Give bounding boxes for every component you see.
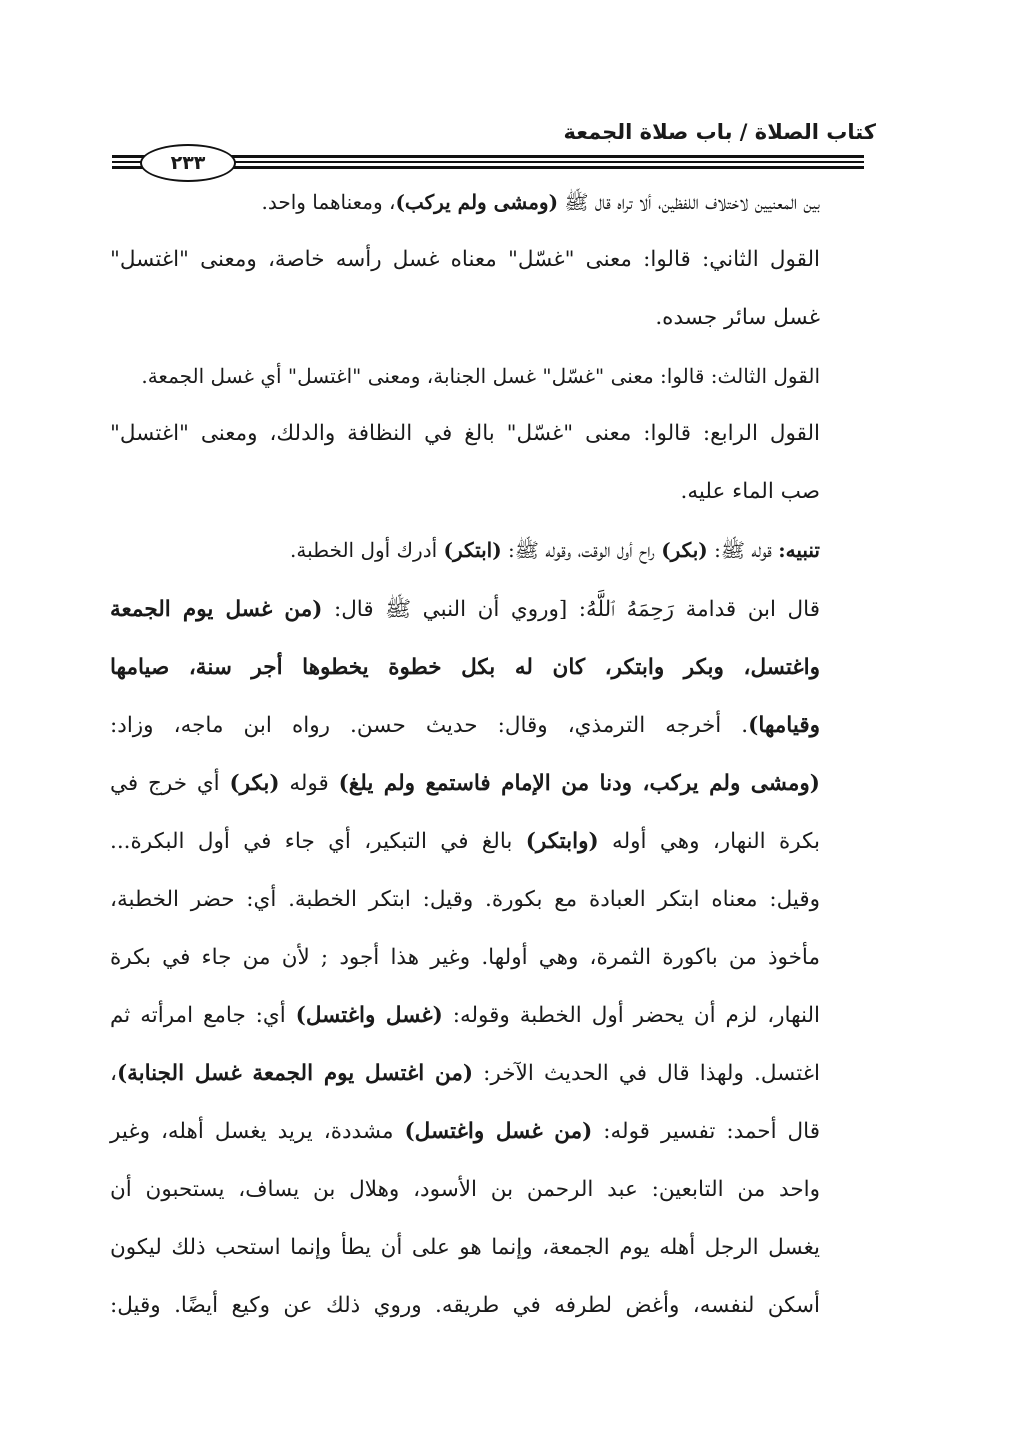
text-run: أي: جامع امرأته ثم [110, 1003, 296, 1028]
text-line [110, 298, 820, 338]
text-line [110, 590, 820, 630]
text-run: غسل سائر جسده. [655, 305, 820, 330]
text-run: ، [110, 1061, 117, 1086]
text-run: بين المعنيين لاختلاف اللفظين، ألا تراه قال ﷺ [558, 190, 820, 214]
text-run: أدرك أول الخطبة. [290, 538, 444, 562]
bold-text-run: (ابتكر) [443, 538, 502, 562]
text-run: مشددة، يريد يغسل أهله، وغير [110, 1119, 405, 1144]
bold-text-run: (ومشى ولم يركب) [395, 190, 559, 214]
text-line [110, 648, 820, 688]
bold-text-run: (بكر) [229, 771, 280, 796]
text-line [110, 472, 820, 512]
text-run: . أخرجه الترمذي، وقال: حديث حسن. رواه ابن ماجه، وزاد: [110, 713, 749, 738]
text-run: أي خرج في [110, 771, 230, 796]
text-line [110, 1054, 820, 1094]
text-run: أسكن لنفسه، وأغض لطرفه في طريقه. وروي ذلك عن وكيع أيضًا. وقيل: [110, 1293, 820, 1318]
bold-text-run: (غسل واغتسل) [295, 1003, 443, 1028]
text-line [110, 1112, 820, 1152]
text-line [110, 1286, 820, 1326]
text-run: قال أحمد: تفسير قوله: [592, 1119, 820, 1144]
bold-text-run: تنبيه: [778, 538, 820, 562]
text-line [110, 414, 820, 454]
text-line [110, 1170, 820, 1210]
text-run: صب الماء عليه. [680, 479, 820, 504]
text-run: بكرة النهار، وهي أوله [598, 829, 820, 854]
text-run: بالغ في التبكير، أي جاء في أول البكرة... [110, 829, 526, 854]
text-run: راح أول الوقت، وقوله ﷺ: [501, 538, 662, 562]
text-line [110, 530, 820, 570]
text-line [110, 182, 820, 222]
bold-text-run: واغتسل، وبكر وابتكر، كان له بكل خطوة يخطوها أجر سنة، صيامها [110, 655, 820, 680]
text-run: ، ومعناهما واحد. [261, 190, 396, 214]
text-run: اغتسل. ولهذا قال في الحديث الآخر: [473, 1061, 820, 1086]
bold-text-run: (ومشى ولم يركب، ودنا من الإمام فاستمع ولم يلغ) [338, 771, 820, 796]
bold-text-run: (من اغتسل يوم الجمعة غسل الجنابة) [116, 1061, 474, 1086]
text-line [110, 356, 820, 396]
bold-text-run: (من غسل واغتسل) [404, 1119, 593, 1144]
text-line [110, 996, 820, 1036]
text-run: مأخوذ من باكورة الثمرة، وهي أولها. وغير هذا أجود ; لأن من جاء في بكرة [110, 945, 820, 970]
page-number: ٢٣٣ [170, 152, 206, 174]
bold-text-run: (وابتكر) [525, 829, 599, 854]
text-run: قوله [279, 771, 339, 796]
text-run: القول الثالث: قالوا: معنى "غسّل" غسل الجنابة، ومعنى "اغتسل" أي غسل الجمعة. [141, 364, 820, 388]
text-run: وقيل: معناه ابتكر العبادة مع بكورة. وقيل: ابتكر الخطبة. أي: حضر الخطبة، [110, 887, 820, 912]
text-line [110, 706, 820, 746]
bold-text-run: (من غسل يوم الجمعة [110, 597, 323, 622]
text-line [110, 822, 820, 862]
text-run: واحد من التابعين: عبد الرحمن بن الأسود، وهلال بن يساف، يستحبون أن [110, 1177, 820, 1202]
running-header-title: كتاب الصلاة / باب صلاة الجمعة [563, 120, 876, 144]
text-run: القول الرابع: قالوا: معنى "غسّل" بالغ في النظافة والدلك، ومعنى "اغتسل" [110, 421, 820, 446]
text-run: النهار، لزم أن يحضر أول الخطبة وقوله: [442, 1003, 820, 1028]
text-line [110, 880, 820, 920]
text-line [110, 1228, 820, 1268]
text-line [110, 240, 820, 280]
text-line [110, 764, 820, 804]
bold-text-run: (بكر) [661, 538, 708, 562]
text-line [110, 938, 820, 978]
text-run: القول الثاني: قالوا: معنى "غسّل" معناه غسل رأسه خاصة، ومعنى "اغتسل" [110, 247, 820, 272]
page-number-badge [140, 144, 236, 182]
text-run: قال ابن قدامة رَحِمَهُ ٱللَّهُ: [وروي أن النبي ﷺ قال: [322, 597, 820, 622]
text-run: قوله ﷺ: [707, 538, 779, 562]
text-run: يغسل الرجل أهله يوم الجمعة، وإنما هو على أن يطأ وإنما استحب ذلك ليكون [110, 1235, 820, 1260]
bold-text-run: وقيامها) [748, 713, 820, 738]
